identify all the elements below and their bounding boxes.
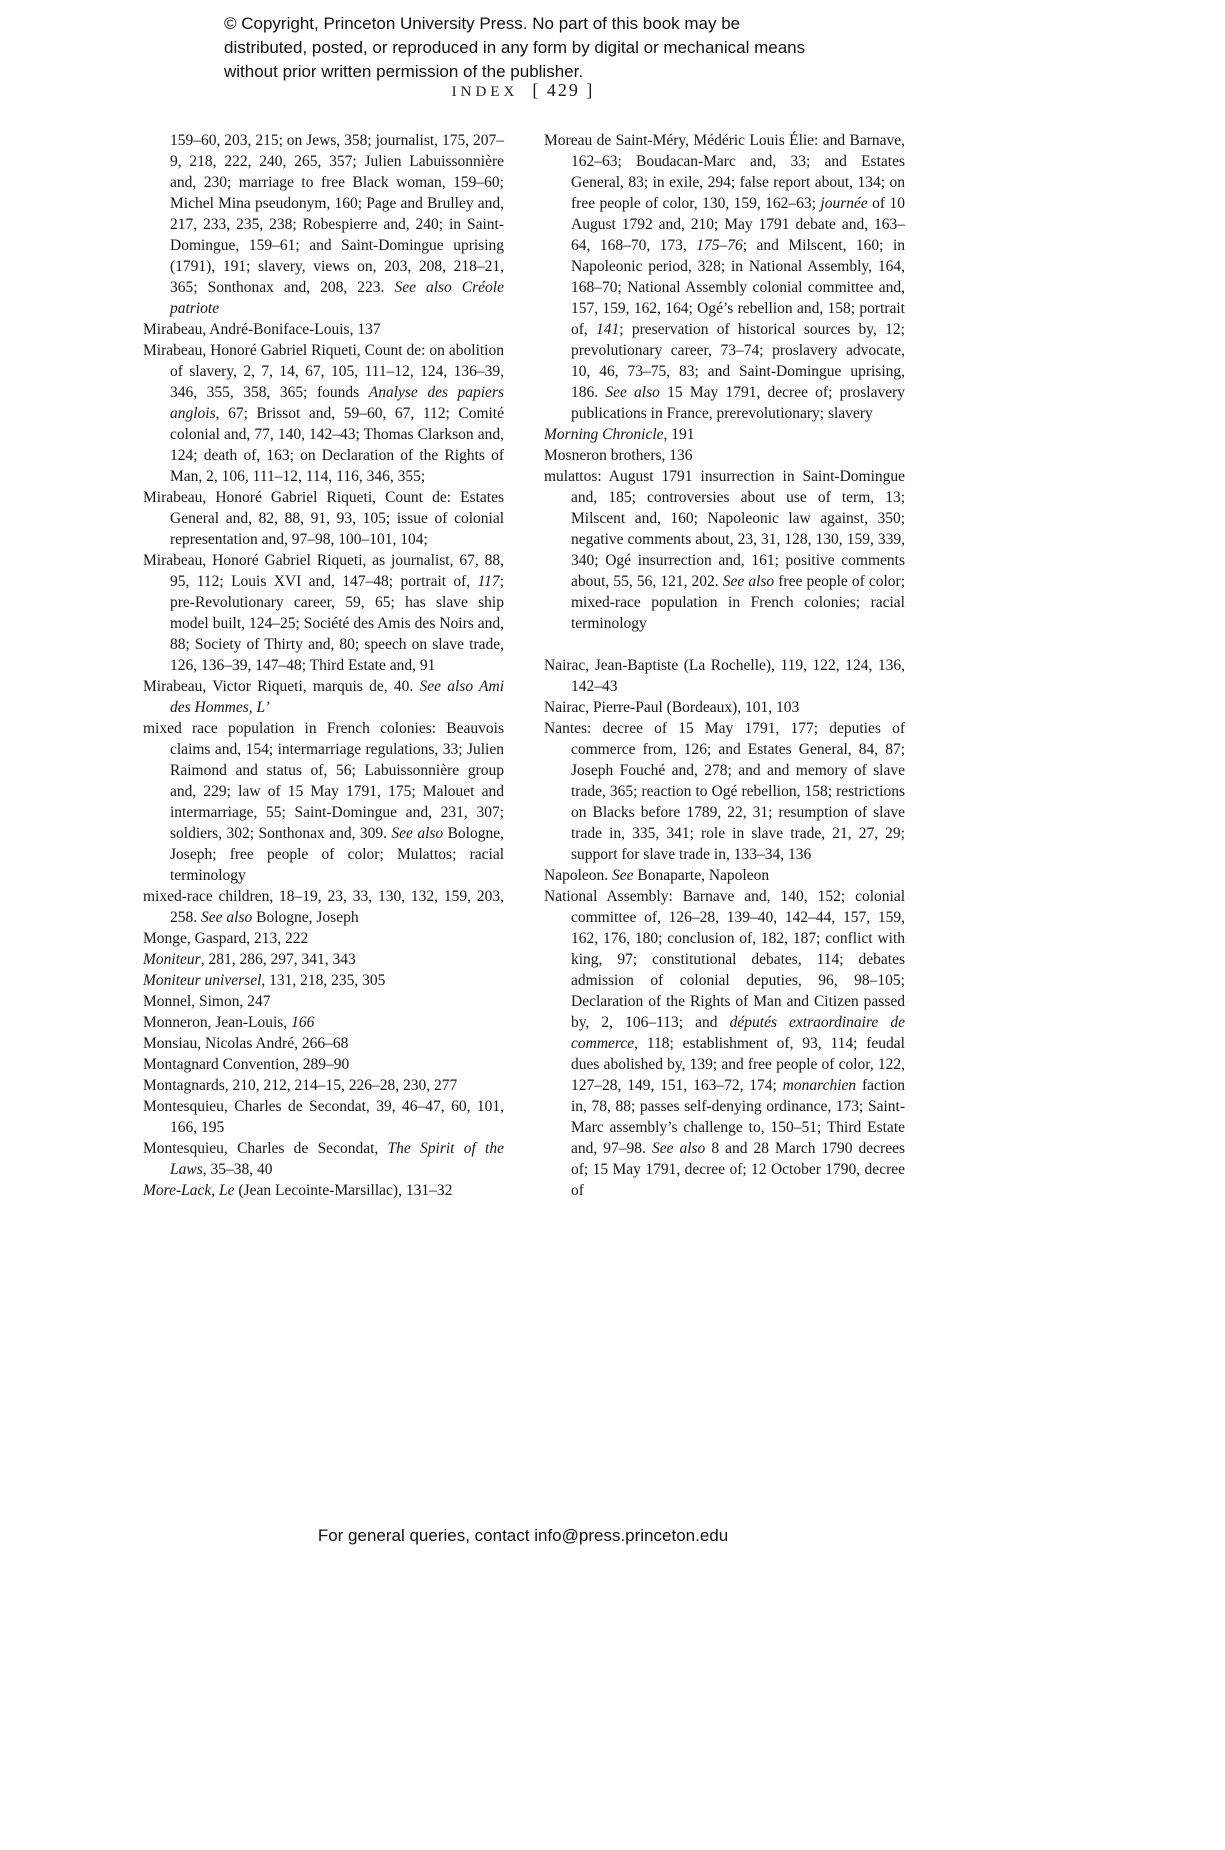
index-entry: Monnel, Simon, 247 (143, 993, 271, 1010)
index-title: INDEX (451, 84, 519, 100)
index-entry: mixed-race children, 18–19, 23, 33, 130, 132, 159, 203, 258. See also Bologne, Joseph (143, 888, 504, 926)
index-entry: National Assembly: Barnave and, 140, 152; colonial committee of, 126–28, 139–40, 142–44, 157, 159, 162, 176, 180; conclusion of, 182, 187; conflict with king, 97; constitutional debates, 114; debates admission of colonial deputies, 96, 98–105; Declaration of the Rights of Man and Citizen passed by, 2, 106–113; and députés extraordinaire de commerce, 118; establishment of, 93, 114; feudal dues abolished by, 139; and free people of color, 122, 127–28, 149, 151, 163–72, 174; monarchien faction in, 78, 88; passes self-denying ordinance, 173; Saint-Marc assembly’s challenge to, 150–51; Third Estate and, 97–98. See also 8 and 28 March 1790 decrees of; 15 May 1791, decree of; 12 October 1790, decree of (544, 888, 906, 1199)
index-column-right (544, 130, 905, 1201)
index-entry: mulattos: August 1791 insurrection in Saint-Domingue and, 185; controversies about use of term, 13; Milscent and, 160; Napoleonic law against, 350; negative comments about, 23, 31, 128, 130, 159, 339, 340; Ogé insurrection and, 161; positive comments about, 55, 56, 121, 202. See also free people of color; mixed-race population in French colonies; racial terminology (544, 468, 905, 632)
index-entry: Nairac, Pierre-Paul (Bordeaux), 101, 103 (544, 699, 800, 716)
index-entry: More-Lack, Le (Jean Lecointe-Marsillac), 131–32 (143, 1182, 453, 1199)
index-column-left (143, 130, 504, 1201)
copyright-notice: © Copyright, Princeton University Press. No part of this book may be distributed, posted, or reproduced in any form by digital or mechanical means without prior written permission of the publisher. (224, 14, 806, 81)
index-entry: Napoleon. See Bonaparte, Napoleon (544, 867, 770, 884)
index-entry: Moniteur universel, 131, 218, 235, 305 (143, 972, 386, 989)
index-entry: Nairac, Jean-Baptiste (La Rochelle), 119, 122, 124, 136, 142–43 (544, 657, 905, 695)
index-entry: Morning Chronicle, 191 (544, 426, 695, 443)
index-entry: mixed race population in French colonies: Beauvois claims and, 154; intermarriage regulations, 33; Julien Raimond and status of, 56; Labuissonnière group and, 229; law of 15 May 1791, 175; Malouet and intermarriage, 55; Saint-Domingue and, 231, 307; soldiers, 302; Sonthonax and, 309. See also Bologne, Joseph; free people of color; Mulattos; racial terminology (143, 720, 504, 884)
index-entry: Nantes: decree of 15 May 1791, 177; deputies of commerce from, 126; and Estates General, 84, 87; Joseph Fouché and, 278; and and memory of slave trade, 365; reaction to Ogé rebellion, 158; restrictions on Blacks before 1789, 22, 31; resumption of slave trade in, 335, 341; role in slave trade, 21, 27, 29; support for slave trade in, 133–34, 136 (544, 720, 905, 863)
footer-contact: For general queries, contact info@press.princeton.edu (317, 1526, 729, 1545)
index-entry: Mosneron brothers, 136 (544, 447, 693, 464)
index-entry: Mirabeau, Honoré Gabriel Riqueti, Count de: Estates General and, 82, 88, 91, 93, 105; issue of colonial representation and, 97–98, 100–101, 104; (143, 489, 504, 548)
index-entry: Montesquieu, Charles de Secondat, The Spirit of the Laws, 35–38, 40 (143, 1140, 504, 1178)
index-entry: Mirabeau, Honoré Gabriel Riqueti, as journalist, 67, 88, 95, 112; Louis XVI and, 147–48; portrait of, 117; pre-Revolutionary career, 59, 65; has slave ship model built, 124–25; Société des Amis des Noirs and, 88; Society of Thirty and, 80; speech on slave trade, 126, 136–39, 147–48; Third Estate and, 91 (143, 552, 504, 674)
index-entry: Moniteur, 281, 286, 297, 341, 343 (143, 951, 356, 968)
index-entry: 159–60, 203, 215; on Jews, 358; journalist, 175, 207–9, 218, 222, 240, 265, 357; Julien Labuissonnière and, 230; marriage to free Black woman, 159–60; Michel Mina pseudonym, 160; Page and Brulley and, 217, 233, 235, 238; Robespierre and, 240; in Saint-Domingue, 159–61; and Saint-Domingue uprising (1791), 191; slavery, views on, 203, 208, 218–21, 365; Sonthonax and, 208, 223. See also Créole patriote (170, 132, 504, 317)
index-entry: Monneron, Jean-Louis, 166 (143, 1014, 315, 1031)
index-entry: Mirabeau, André-Boniface-Louis, 137 (143, 321, 381, 338)
index-entry: Monsiau, Nicolas André, 266–68 (143, 1035, 349, 1052)
index-entry: Monge, Gaspard, 213, 222 (143, 930, 309, 947)
page-number: [ 429 ] (532, 80, 595, 100)
index-columns (143, 130, 905, 1201)
index-entry: Moreau de Saint-Méry, Médéric Louis Élie: and Barnave, 162–63; Boudacan-Marc and, 33; and Estates General, 83; in exile, 294; false report about, 134; on free people of color, 130, 159, 162–63; journée of 10 August 1792 and, 210; May 1791 debate and, 163–64, 168–70, 173, 175–76; and Milscent, 160; in Napoleonic period, 328; in National Assembly, 164, 168–70; National Assembly colonial committee and, 157, 159, 162, 164; Ogé’s rebellion and, 158; portrait of, 141; preservation of historical sources by, 12; prevolutionary career, 73–74; proslavery advocate, 10, 46, 73–75, 83; and Saint-Domingue uprising, 186. See also 15 May 1791, decree of; proslavery publications in France, prerevolutionary; slavery (544, 132, 906, 422)
index-entry: Montagnard Convention, 289–90 (143, 1056, 350, 1073)
index-entry: Montagnards, 210, 212, 214–15, 226–28, 230, 277 (143, 1077, 458, 1094)
page-header (143, 80, 903, 101)
index-entry: Mirabeau, Honoré Gabriel Riqueti, Count de: on abolition of slavery, 2, 7, 14, 67, 105, 111–12, 124, 136–39, 346, 355, 358, 365; founds Analyse des papiers anglois, 67; Brissot and, 59–60, 67, 112; Comité colonial and, 77, 140, 142–43; Thomas Clarkson and, 124; death of, 163; on Declaration of the Rights of Man, 2, 106, 111–12, 114, 116, 346, 355; (143, 342, 505, 485)
index-entry: Montesquieu, Charles de Secondat, 39, 46–47, 60, 101, 166, 195 (143, 1098, 504, 1136)
index-entry: Mirabeau, Victor Riqueti, marquis de, 40. See also Ami des Hommes, L’ (143, 678, 504, 716)
